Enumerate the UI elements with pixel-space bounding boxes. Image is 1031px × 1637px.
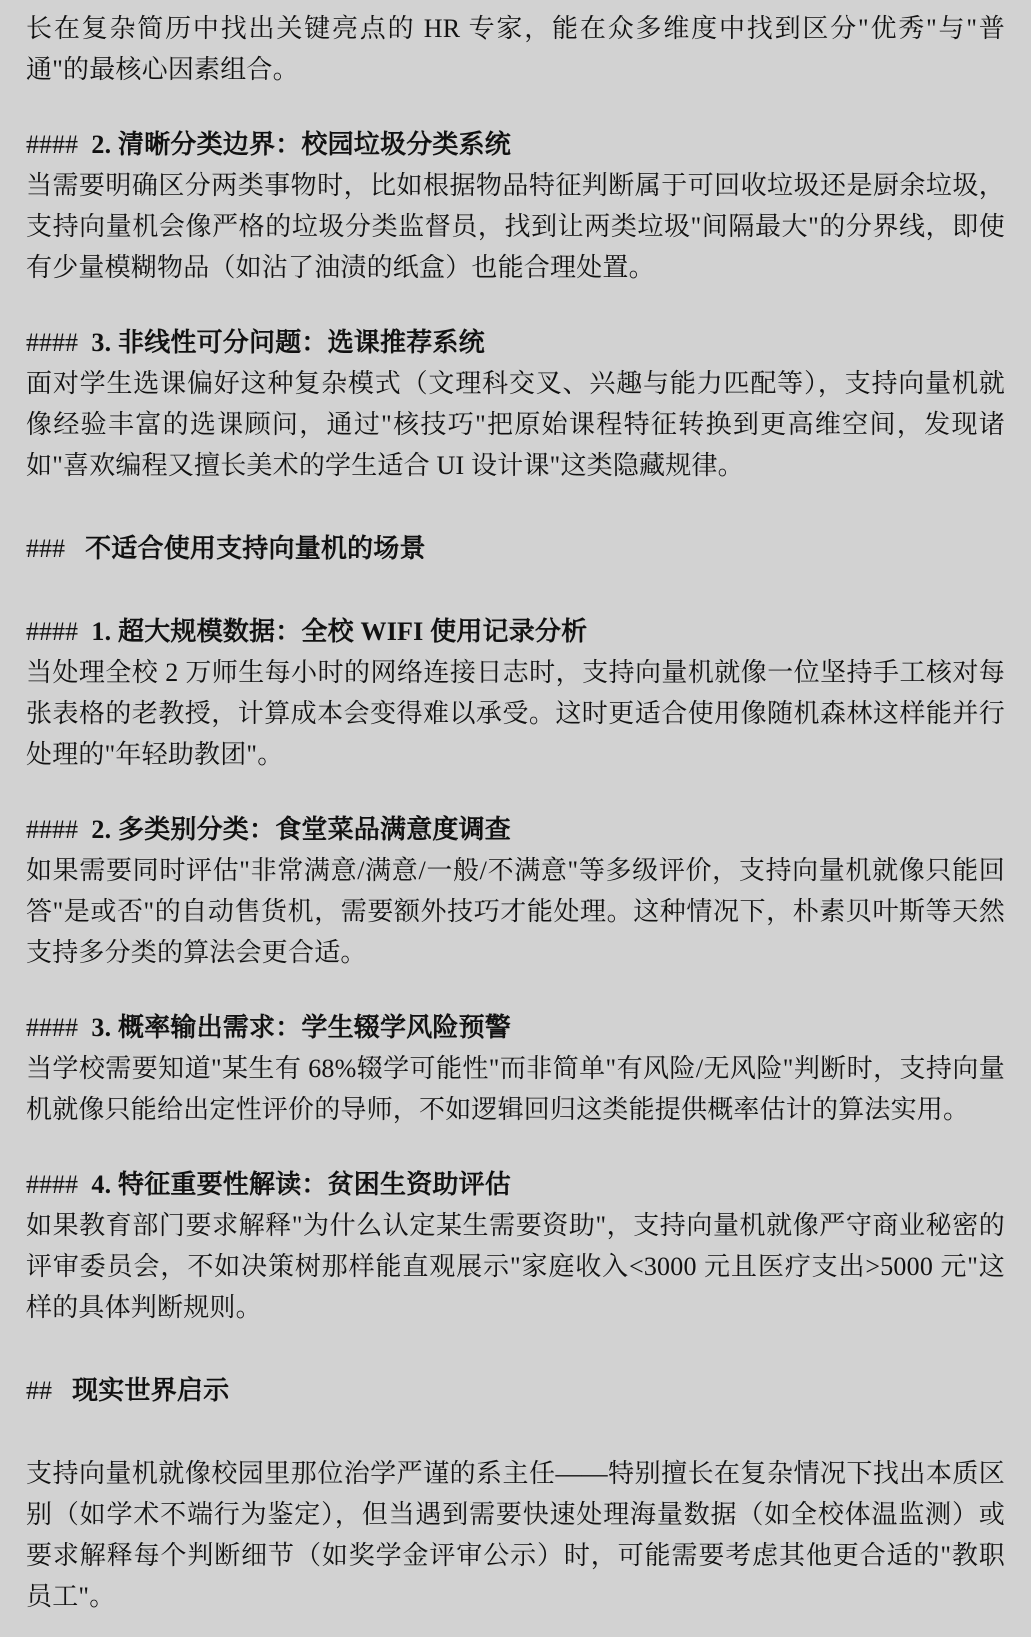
paragraph-feature-importance-aid: 如果教育部门要求解释"为什么认定某生需要资助"，支持向量机就像严守商业秘密的评审委员会，不如决策树那样能直观展示"家庭收入<3000 元且医疗支出>5000 元"这样的具体判断规则。 xyxy=(26,1211,1005,1322)
spacer xyxy=(26,90,1005,124)
heading-text: 1. 超大规模数据：全校 WIFI 使用记录分析 xyxy=(91,617,588,646)
heading-hashes: ## xyxy=(26,1376,52,1405)
heading-text: 3. 概率输出需求：学生辍学风险预警 xyxy=(91,1013,512,1042)
paragraph-real-world-insight: 支持向量机就像校园里那位治学严谨的系主任——特别擅长在复杂情况下找出本质区别（如学术不端行为鉴定），但当遇到需要快速处理海量数据（如全校体温监测）或要求解释每个判断细节（如奖学金评审公示）时，可能需要考虑其他更合适的"教职员工"。 xyxy=(26,1459,1005,1611)
spacer xyxy=(26,973,1005,1007)
heading-hashes: #### xyxy=(26,617,78,646)
spacer xyxy=(26,775,1005,809)
spacer xyxy=(26,486,1005,528)
spacer xyxy=(26,1130,1005,1164)
heading-nonlinear-course-recommendation xyxy=(26,322,1005,363)
paragraph-probability-dropout-warning: 当学校需要知道"某生有 68%辍学可能性"而非简单"有风险/无风险"判断时，支持向量机就像只能给出定性评价的导师，不如逻辑回归这类能提供概率估计的算法实用。 xyxy=(26,1054,1005,1124)
spacer xyxy=(26,1328,1005,1370)
heading-hashes: ### xyxy=(26,534,65,563)
heading-garbage-classification xyxy=(26,124,1005,165)
paragraph-garbage-classification: 当需要明确区分两类事物时，比如根据物品特征判断属于可回收垃圾还是厨余垃圾，支持向量机会像严格的垃圾分类监督员，找到让两类垃圾"间隔最大"的分界线，即使有少量模糊物品（如沾了油渍的纸盒）也能合理处置。 xyxy=(26,171,1005,282)
paragraph-nonlinear-course-recommendation: 面对学生选课偏好这种复杂模式（文理科交叉、兴趣与能力匹配等），支持向量机就像经验丰富的选课顾问，通过"核技巧"把原始课程特征转换到更高维空间，发现诸如"喜欢编程又擅长美术的学生适合 UI 设计课"这类隐藏规律。 xyxy=(26,369,1005,480)
heading-feature-importance-aid xyxy=(26,1164,1005,1205)
paragraph-intro-continued: 长在复杂简历中找出关键亮点的 HR 专家，能在众多维度中找到区分"优秀"与"普通"的最核心因素组合。 xyxy=(26,14,1005,84)
heading-hashes: #### xyxy=(26,130,78,159)
heading-probability-dropout-warning xyxy=(26,1007,1005,1048)
heading-text: 2. 多类别分类：食堂菜品满意度调查 xyxy=(91,815,512,844)
spacer xyxy=(26,569,1005,611)
heading-hashes: #### xyxy=(26,328,78,357)
heading-multiclass-canteen-survey xyxy=(26,809,1005,850)
heading-wifi-large-scale-data xyxy=(26,611,1005,652)
heading-text: 不适合使用支持向量机的场景 xyxy=(85,534,426,563)
heading-text: 现实世界启示 xyxy=(72,1376,230,1405)
heading-unsuitable-scenarios xyxy=(26,528,1005,569)
heading-hashes: #### xyxy=(26,815,78,844)
heading-real-world-insight xyxy=(26,1370,1005,1411)
paragraph-multiclass-canteen-survey: 如果需要同时评估"非常满意/满意/一般/不满意"等多级评价，支持向量机就像只能回答"是或否"的自动售货机，需要额外技巧才能处理。这种情况下，朴素贝叶斯等天然支持多分类的算法会更合适。 xyxy=(26,856,1005,967)
heading-text: 3. 非线性可分问题：选课推荐系统 xyxy=(91,328,485,357)
spacer xyxy=(26,1411,1005,1453)
spacer xyxy=(26,288,1005,322)
heading-hashes: #### xyxy=(26,1170,78,1199)
paragraph-wifi-large-scale-data: 当处理全校 2 万师生每小时的网络连接日志时，支持向量机就像一位坚持手工核对每张表格的老教授，计算成本会变得难以承受。这时更适合使用像随机森林这样能并行处理的"年轻助教团"。 xyxy=(26,658,1005,769)
heading-text: 4. 特征重要性解读：贫困生资助评估 xyxy=(91,1170,512,1199)
heading-hashes: #### xyxy=(26,1013,78,1042)
heading-text: 2. 清晰分类边界：校园垃圾分类系统 xyxy=(91,130,512,159)
